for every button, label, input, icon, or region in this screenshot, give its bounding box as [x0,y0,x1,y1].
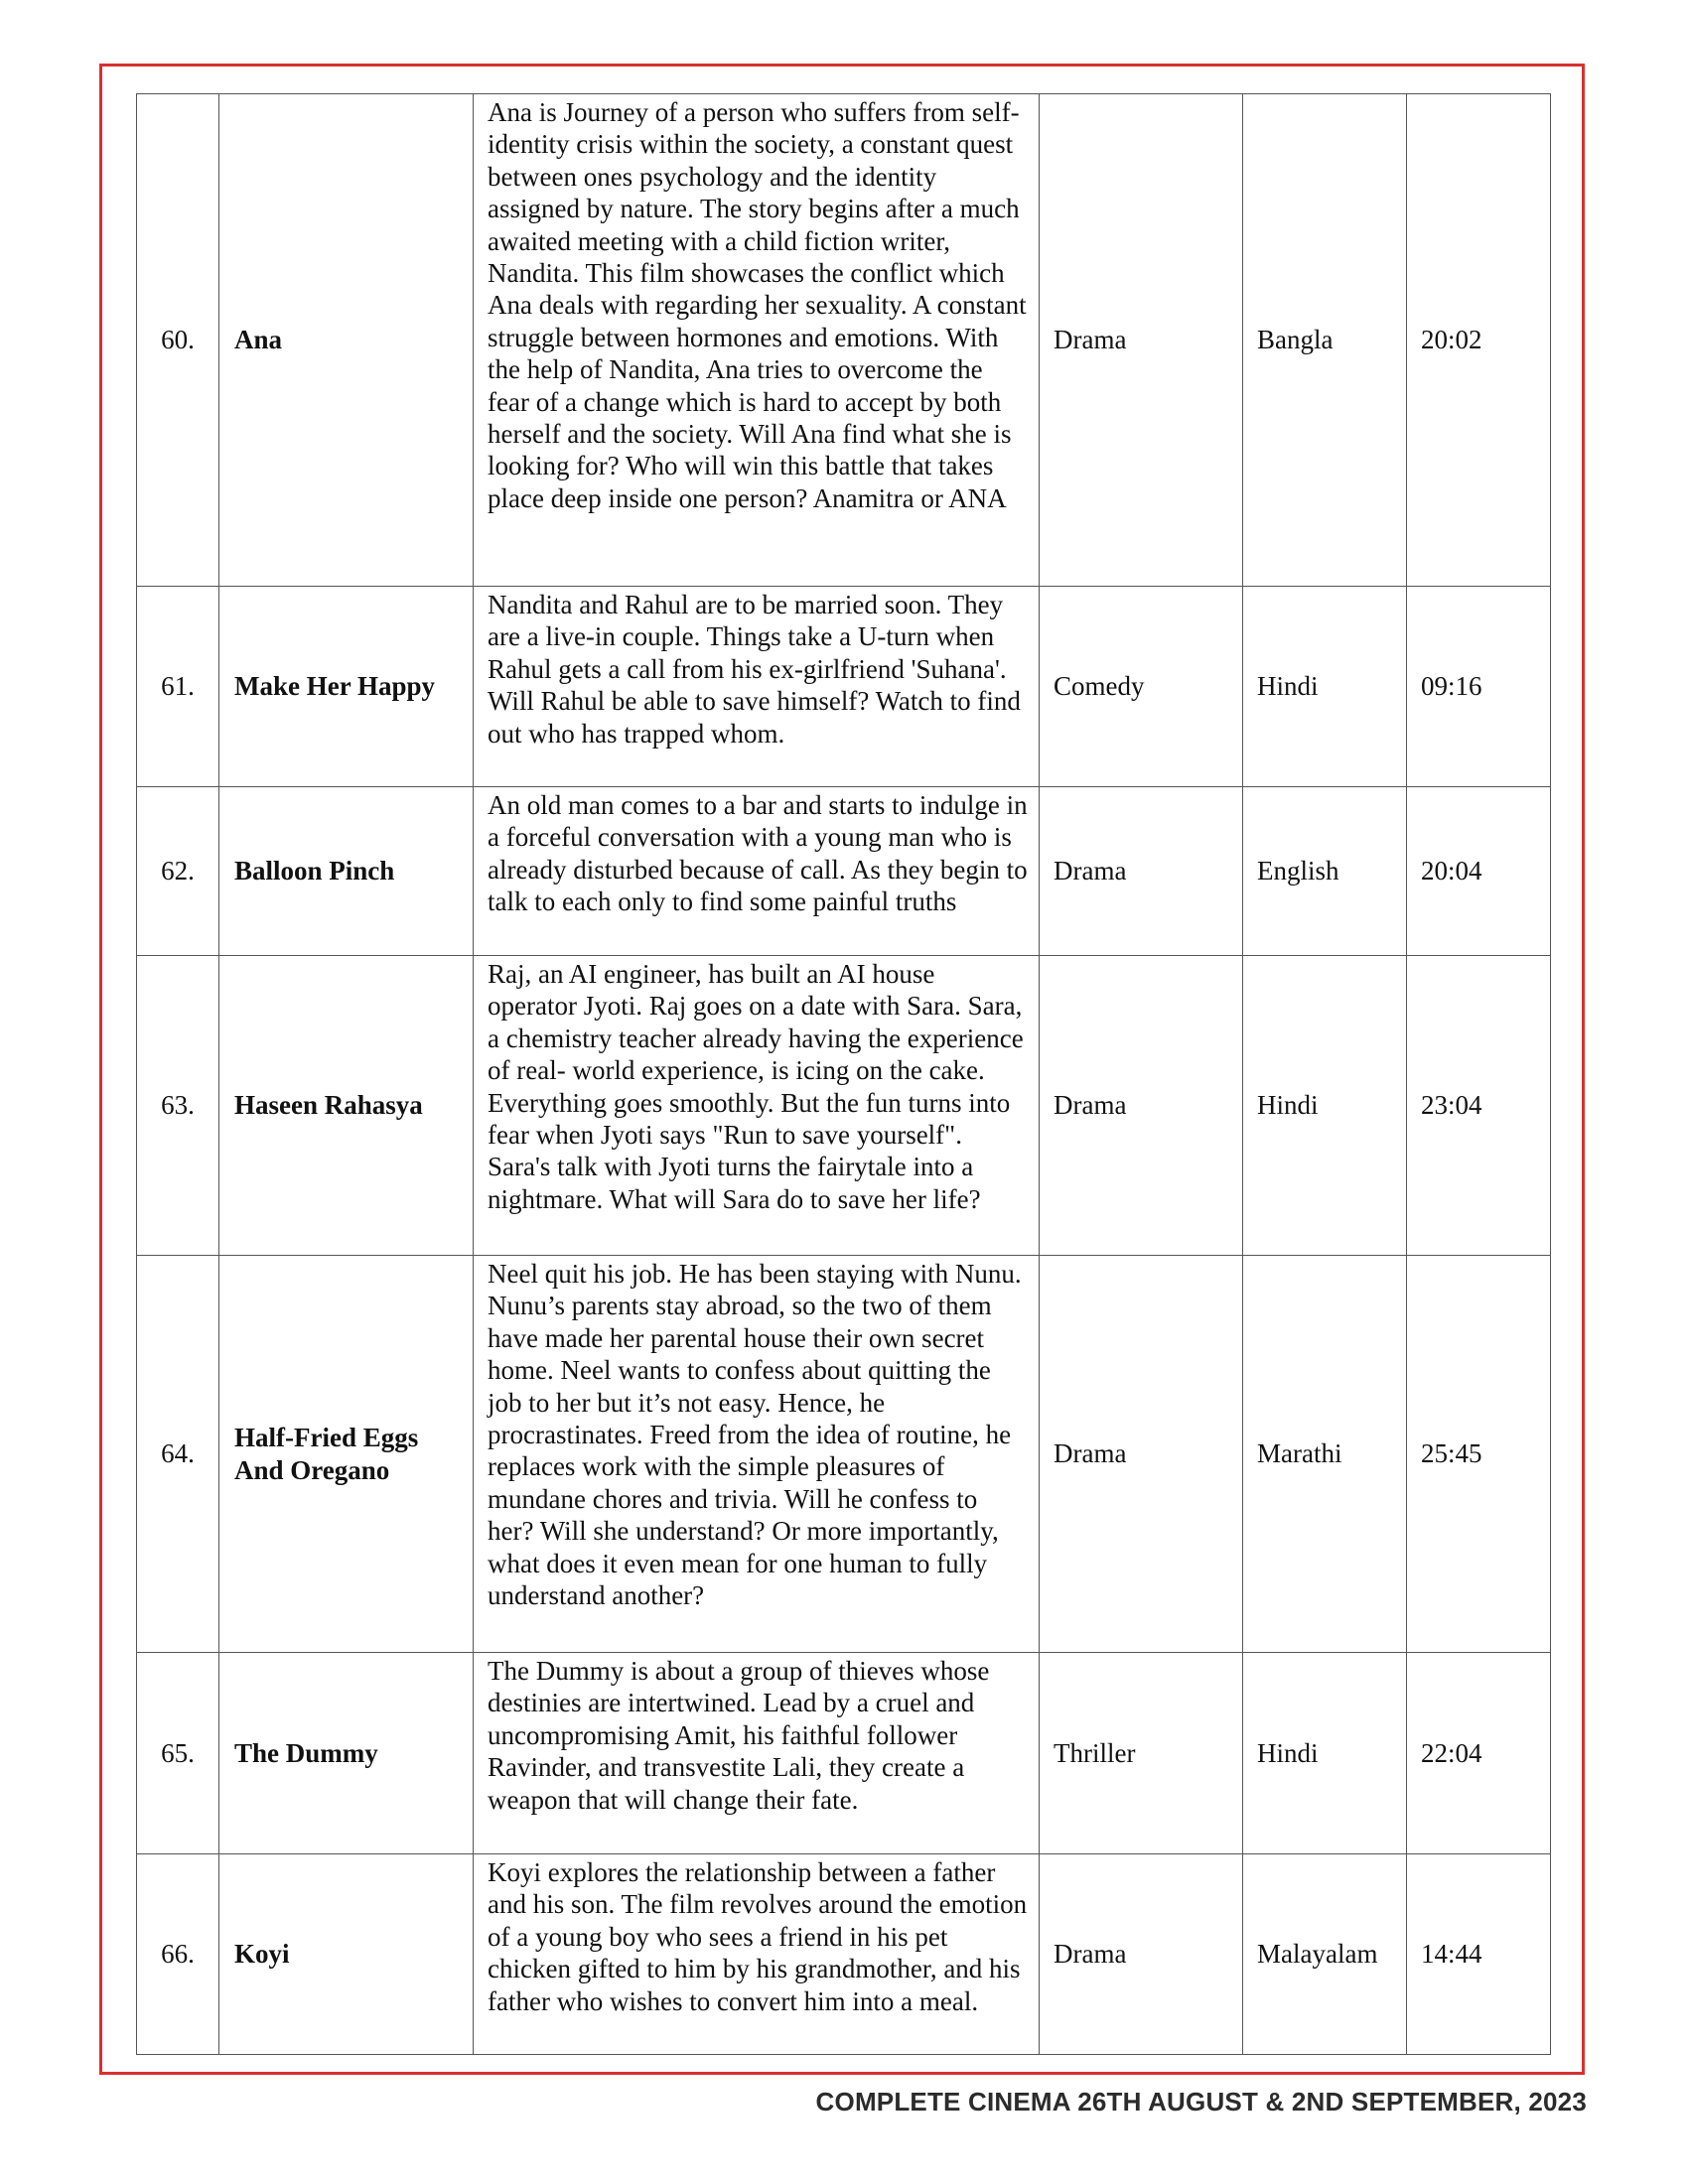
film-genre: Thriller [1040,1653,1243,1854]
film-number: 66. [137,1854,219,2055]
film-description: Koyi explores the relationship between a father and his son. The film revolves around the emotion of a young boy who sees a friend in his pet chicken gifted to him by his grandmother, and his father who wishes to convert him into a meal. [474,1854,1040,2055]
film-title: Koyi [219,1854,474,2055]
table-row [137,1256,1551,1653]
film-description: Nandita and Rahul are to be married soon. They are a live-in couple. Things take a U-turn when Rahul gets a call from his ex-girlfriend 'Suhana'. Will Rahul be able to save himself? Watch to find out who has trapped whom. [474,587,1040,787]
film-language: Malayalam [1243,1854,1407,2055]
film-language: Bangla [1243,94,1407,587]
film-description: The Dummy is about a group of thieves whose destinies are intertwined. Lead by a cruel and uncompromising Amit, his faithful follower Ravinder, and transvestite Lali, they create a weapon that will change their fate. [474,1653,1040,1854]
film-number: 62. [137,787,219,956]
table-row [137,1854,1551,2055]
film-title: The Dummy [219,1653,474,1854]
film-description: Ana is Journey of a person who suffers from self-identity crisis within the society, a constant quest between ones psychology and the identity assigned by nature. The story begins after a much awaited meeting with a child fiction writer, Nandita. This film showcases the conflict which Ana deals with regarding her sexuality. A constant struggle between hormones and emotions. With the help of Nandita, Ana tries to overcome the fear of a change which is hard to accept by both herself and the society. Will Ana find what she is looking for? Who will win this battle that takes place deep inside one person? Anamitra or ANA [474,94,1040,587]
film-language: English [1243,787,1407,956]
film-number: 64. [137,1256,219,1653]
film-title: Make Her Happy [219,587,474,787]
film-number: 63. [137,956,219,1256]
film-duration: 25:45 [1407,1256,1551,1653]
film-duration: 09:16 [1407,587,1551,787]
film-number: 61. [137,587,219,787]
film-duration: 23:04 [1407,956,1551,1256]
film-genre: Drama [1040,1256,1243,1653]
film-language: Hindi [1243,956,1407,1256]
table-row [137,787,1551,956]
film-number: 60. [137,94,219,587]
film-language: Hindi [1243,1653,1407,1854]
film-genre: Drama [1040,94,1243,587]
film-language: Marathi [1243,1256,1407,1653]
film-genre: Drama [1040,787,1243,956]
film-description: Raj, an AI engineer, has built an AI house operator Jyoti. Raj goes on a date with Sara. Sara, a chemistry teacher already having the experience of real- world experience, is icing on the cake. Everything goes smoothly. But the fun turns into fear when Jyoti says "Run to save yourself". Sara's talk with Jyoti turns the fairytale into a nightmare. What will Sara do to save her life? [474,956,1040,1256]
table-row [137,956,1551,1256]
film-description: An old man comes to a bar and starts to indulge in a forceful conversation with a young man who is already disturbed because of call. As they begin to talk to each only to find some painful truths [474,787,1040,956]
film-duration: 22:04 [1407,1653,1551,1854]
film-title: Haseen Rahasya [219,956,474,1256]
film-duration: 20:04 [1407,787,1551,956]
film-table [136,93,1551,2055]
film-title: Ana [219,94,474,587]
film-language: Hindi [1243,587,1407,787]
film-description: Neel quit his job. He has been staying with Nunu. Nunu’s parents stay abroad, so the two of them have made her parental house their own secret home. Neel wants to confess about quitting the job to her but it’s not easy. Hence, he procrastinates. Freed from the idea of routine, he replaces work with the simple pleasures of mundane chores and trivia. Will he confess to her? Will she understand? Or more importantly, what does it even mean for one human to fully understand another? [474,1256,1040,1653]
film-number: 65. [137,1653,219,1854]
film-title: Half-Fried Eggs And Oregano [219,1256,474,1653]
table-row [137,94,1551,587]
film-title: Balloon Pinch [219,787,474,956]
film-duration: 20:02 [1407,94,1551,587]
film-genre: Comedy [1040,587,1243,787]
film-duration: 14:44 [1407,1854,1551,2055]
page-footer: COMPLETE CINEMA 26TH AUGUST & 2ND SEPTEMBER, 2023 [815,2087,1587,2116]
film-genre: Drama [1040,956,1243,1256]
table-row [137,1653,1551,1854]
film-genre: Drama [1040,1854,1243,2055]
table-row [137,587,1551,787]
